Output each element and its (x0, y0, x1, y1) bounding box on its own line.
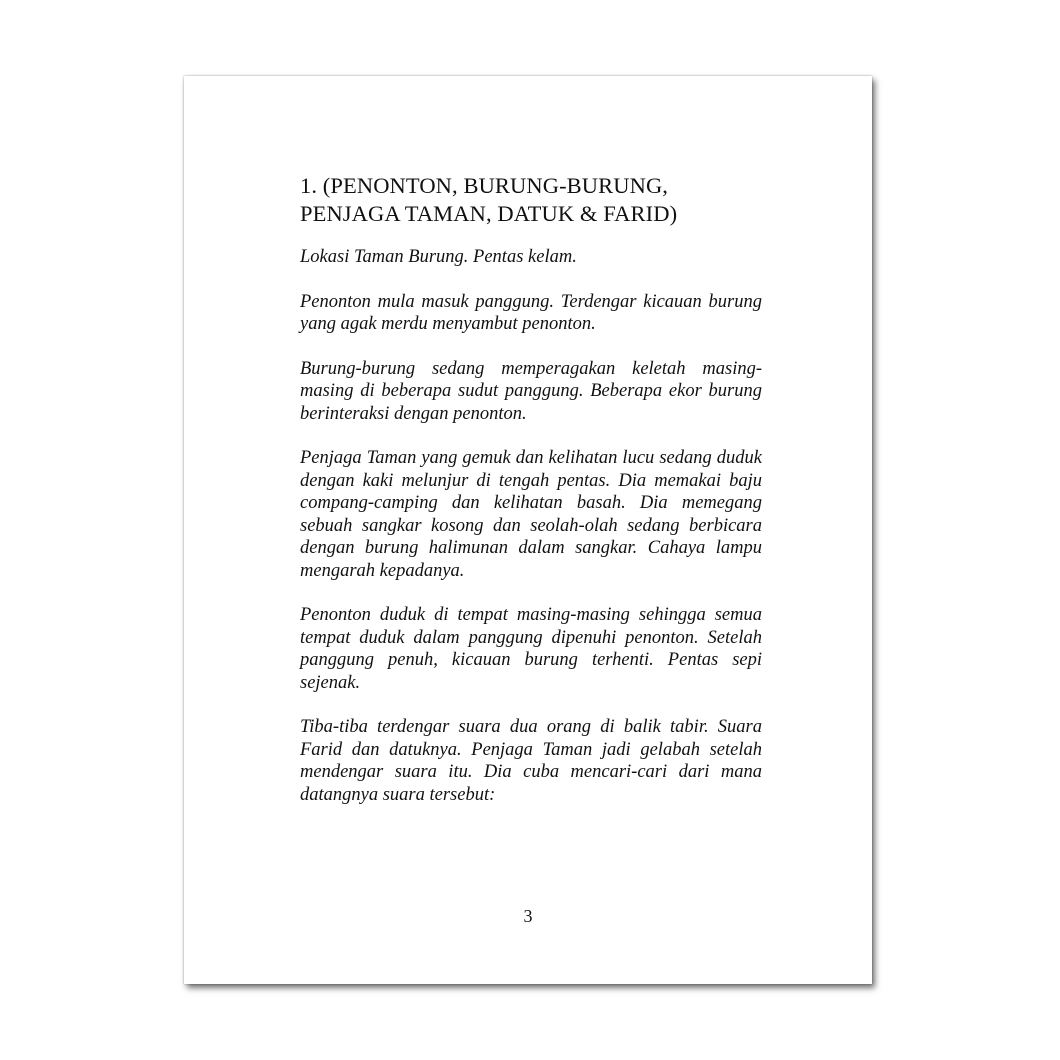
scene-heading (300, 172, 762, 228)
scene-heading-line-2: PENJAGA TAMAN, DATUK & FARID) (300, 201, 678, 226)
stage-direction-voices: Tiba-tiba terdengar suara dua orang di balik tabir. Suara Farid dan datuknya. Penjaga Taman jadi gelabah setelah mendengar suara itu. Dia cuba mencari-cari dari mana datangnya suara tersebut: (300, 717, 762, 805)
stage-direction-audience-enter: Penonton mula masuk panggung. Terdengar kicauan burung yang agak merdu menyambut penonton. (300, 291, 762, 334)
page-content (300, 172, 762, 828)
stage-direction-park-keeper: Penjaga Taman yang gemuk dan kelihatan lucu sedang duduk dengan kaki melunjur di tengah pentas. Dia memakai baju compang-camping dan kelihatan basah. Dia memegang sebuah sangkar kosong dan seolah-olah sedang berbicara dengan burung halimunan dalam sangkar. Cahaya lampu mengarah kepadanya. (300, 448, 762, 581)
stage-direction-audience-seated: Penonton duduk di tempat masing-masing sehingga semua tempat duduk dalam panggung dipenuhi penonton. Setelah panggung penuh, kicauan burung terhenti. Pentas sepi sejenak. (300, 605, 762, 693)
page-number: 3 (523, 906, 533, 926)
stage-direction-birds: Burung-burung sedang memperagakan keletah masing-masing di beberapa sudut panggung. Beberapa ekor burung berinteraksi dengan penonton. (300, 358, 762, 424)
scene-heading-line-1: 1. (PENONTON, BURUNG-BURUNG, (300, 173, 669, 198)
book-page (184, 76, 872, 984)
stage-direction-location: Lokasi Taman Burung. Pentas kelam. (300, 247, 577, 267)
